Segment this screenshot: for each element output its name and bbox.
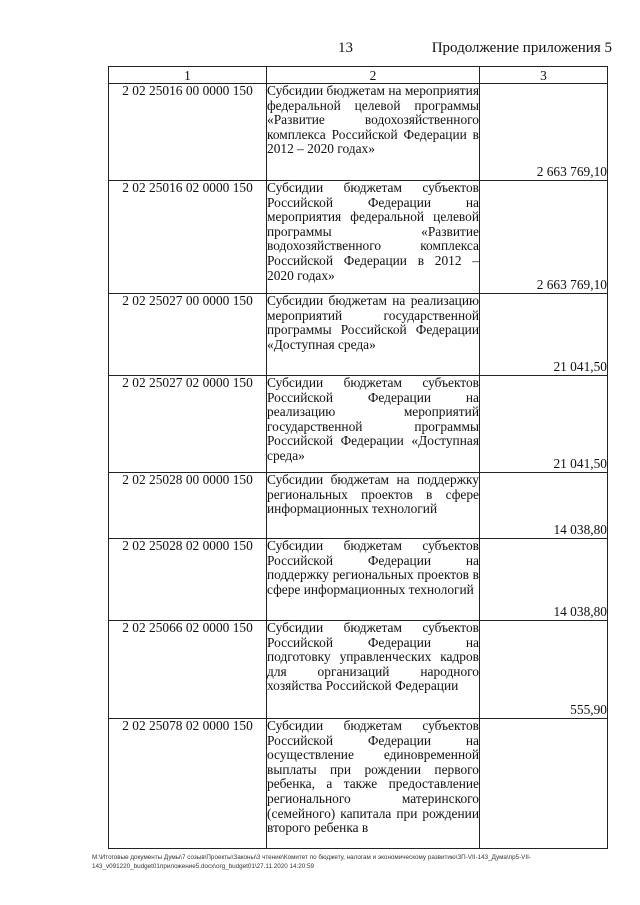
budget-amount: 14 038,80 bbox=[480, 539, 608, 621]
budget-amount bbox=[480, 719, 608, 849]
budget-amount: 14 038,80 bbox=[480, 473, 608, 539]
budget-description: Субсидии бюджетам на мероприятия федеральной целевой программы «Развитие водохозяйственного комплекса Российской Федерации в 2012 – 2020 годах» bbox=[267, 84, 480, 181]
table-row bbox=[109, 473, 608, 539]
table-row bbox=[109, 376, 608, 473]
table-header bbox=[109, 67, 608, 84]
budget-amount: 2 663 769,10 bbox=[480, 84, 608, 181]
budget-code: 2 02 25027 02 0000 150 bbox=[109, 376, 267, 473]
budget-description: Субсидии бюджетам на поддержку региональных проектов в сфере информационных технологий bbox=[267, 473, 480, 539]
table-body bbox=[109, 84, 608, 849]
appendix-continuation-label: Продолжение приложения 5 bbox=[431, 40, 612, 56]
column-header-amount: 3 bbox=[480, 67, 608, 84]
budget-description: Субсидии бюджетам на реализацию мероприятий государственной программы Российской Федерации «Доступная среда» bbox=[267, 294, 480, 376]
column-header-description: 2 bbox=[267, 67, 480, 84]
column-number-row bbox=[109, 67, 608, 84]
budget-amount: 21 041,50 bbox=[480, 376, 608, 473]
budget-code: 2 02 25078 02 0000 150 bbox=[109, 719, 267, 849]
budget-code: 2 02 25016 02 0000 150 bbox=[109, 181, 267, 294]
budget-code: 2 02 25016 00 0000 150 bbox=[109, 84, 267, 181]
budget-description: Субсидии бюджетам субъектов Российской Федерации на подготовку управленческих кадров для организаций народного хозяйства Российской Федерации bbox=[267, 621, 480, 719]
budget-code: 2 02 25028 00 0000 150 bbox=[109, 473, 267, 539]
budget-code: 2 02 25027 00 0000 150 bbox=[109, 294, 267, 376]
column-header-code: 1 bbox=[109, 67, 267, 84]
table-row bbox=[109, 181, 608, 294]
budget-description: Субсидии бюджетам субъектов Российской Федерации на реализацию мероприятий государственной программы Российской Федерации «Доступная среда» bbox=[267, 376, 480, 473]
page-number: 13 bbox=[338, 40, 353, 56]
document-path-footer: М:\Итоговые документы Думы\7 созыв\Проекты\Законы\3 чтение\Комитет по бюджету, налогам и экономическому развитию\ЗП-VII-143_Дума\пр5-VII-143_v091220_budget01приложение5.docx\org_budget01\27.11.2020 14:20:59 bbox=[92, 854, 531, 870]
table-row bbox=[109, 84, 608, 181]
table-row bbox=[109, 719, 608, 849]
budget-description: Субсидии бюджетам субъектов Российской Федерации на поддержку региональных проектов в сфере информационных технологий bbox=[267, 539, 480, 621]
table-row bbox=[109, 294, 608, 376]
budget-table bbox=[108, 66, 608, 849]
budget-amount: 21 041,50 bbox=[480, 294, 608, 376]
budget-description: Субсидии бюджетам субъектов Российской Федерации на мероприятия федеральной целевой программы «Развитие водохозяйственного комплекса Российской Федерации в 2012 – 2020 годах» bbox=[267, 181, 480, 294]
budget-code: 2 02 25066 02 0000 150 bbox=[109, 621, 267, 719]
budget-code: 2 02 25028 02 0000 150 bbox=[109, 539, 267, 621]
budget-amount: 2 663 769,10 bbox=[480, 181, 608, 294]
budget-description: Субсидии бюджетам субъектов Российской Федерации на осуществление единовременной выплаты при рождении первого ребенка, а также предоставление регионального материнского (семейного) капитала при рождении второго ребенка в bbox=[267, 719, 480, 849]
table-row bbox=[109, 539, 608, 621]
table-row bbox=[109, 621, 608, 719]
budget-amount: 555,90 bbox=[480, 621, 608, 719]
